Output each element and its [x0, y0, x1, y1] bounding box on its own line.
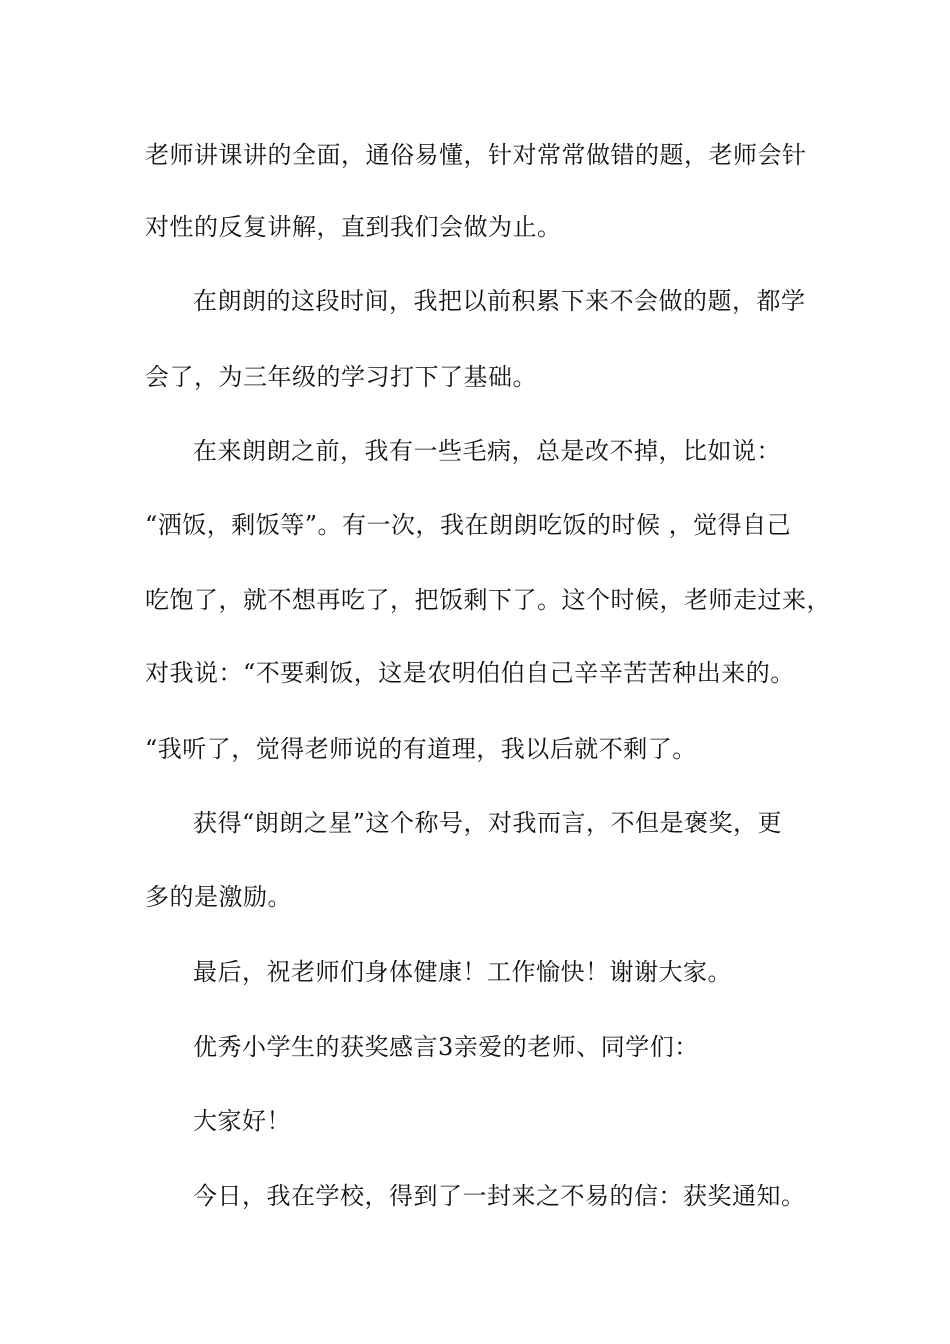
paragraph-line: 今日，我在学校，得到了一封来之不易的信：获奖通知。 [193, 1182, 806, 1210]
paragraph-line: 优秀小学生的获奖感言3亲爱的老师、同学们： [193, 1033, 699, 1061]
paragraph-line: 吃饱了，就不想再吃了，把饭剩下了。这个时候，老师走过来， [145, 586, 831, 614]
paragraph-line: 对我说：“不要剩饭，这是农明伯伯自己辛辛苦苦种出来的。 [145, 659, 795, 687]
paragraph-line: “我听了，觉得老师说的有道理，我以后就不剩了。 [145, 735, 697, 763]
paragraph-line: 对性的反复讲解，直到我们会做为止。 [145, 213, 562, 241]
paragraph-line: 在朗朗的这段时间，我把以前积累下来不会做的题，都学 [193, 287, 806, 315]
paragraph-line: 多的是激励。 [145, 883, 292, 911]
paragraph-line: 获得“朗朗之星”这个称号，对我而言，不但是褒奖，更 [193, 809, 783, 837]
paragraph-line: 在来朗朗之前，我有一些毛病，总是改不掉，比如说： [193, 437, 781, 465]
paragraph-line: 最后，祝老师们身体健康！工作愉快！谢谢大家。 [193, 958, 732, 986]
paragraph-line: “洒饭，剩饭等”。有一次，我在朗朗吃饭的时候 ，觉得自己 [145, 511, 792, 539]
paragraph-line: 大家好！ [193, 1107, 291, 1135]
paragraph-line: 老师讲课讲的全面，通俗易懂，针对常常做错的题，老师会针 [145, 141, 807, 169]
paragraph-line: 会了，为三年级的学习打下了基础。 [145, 363, 537, 391]
